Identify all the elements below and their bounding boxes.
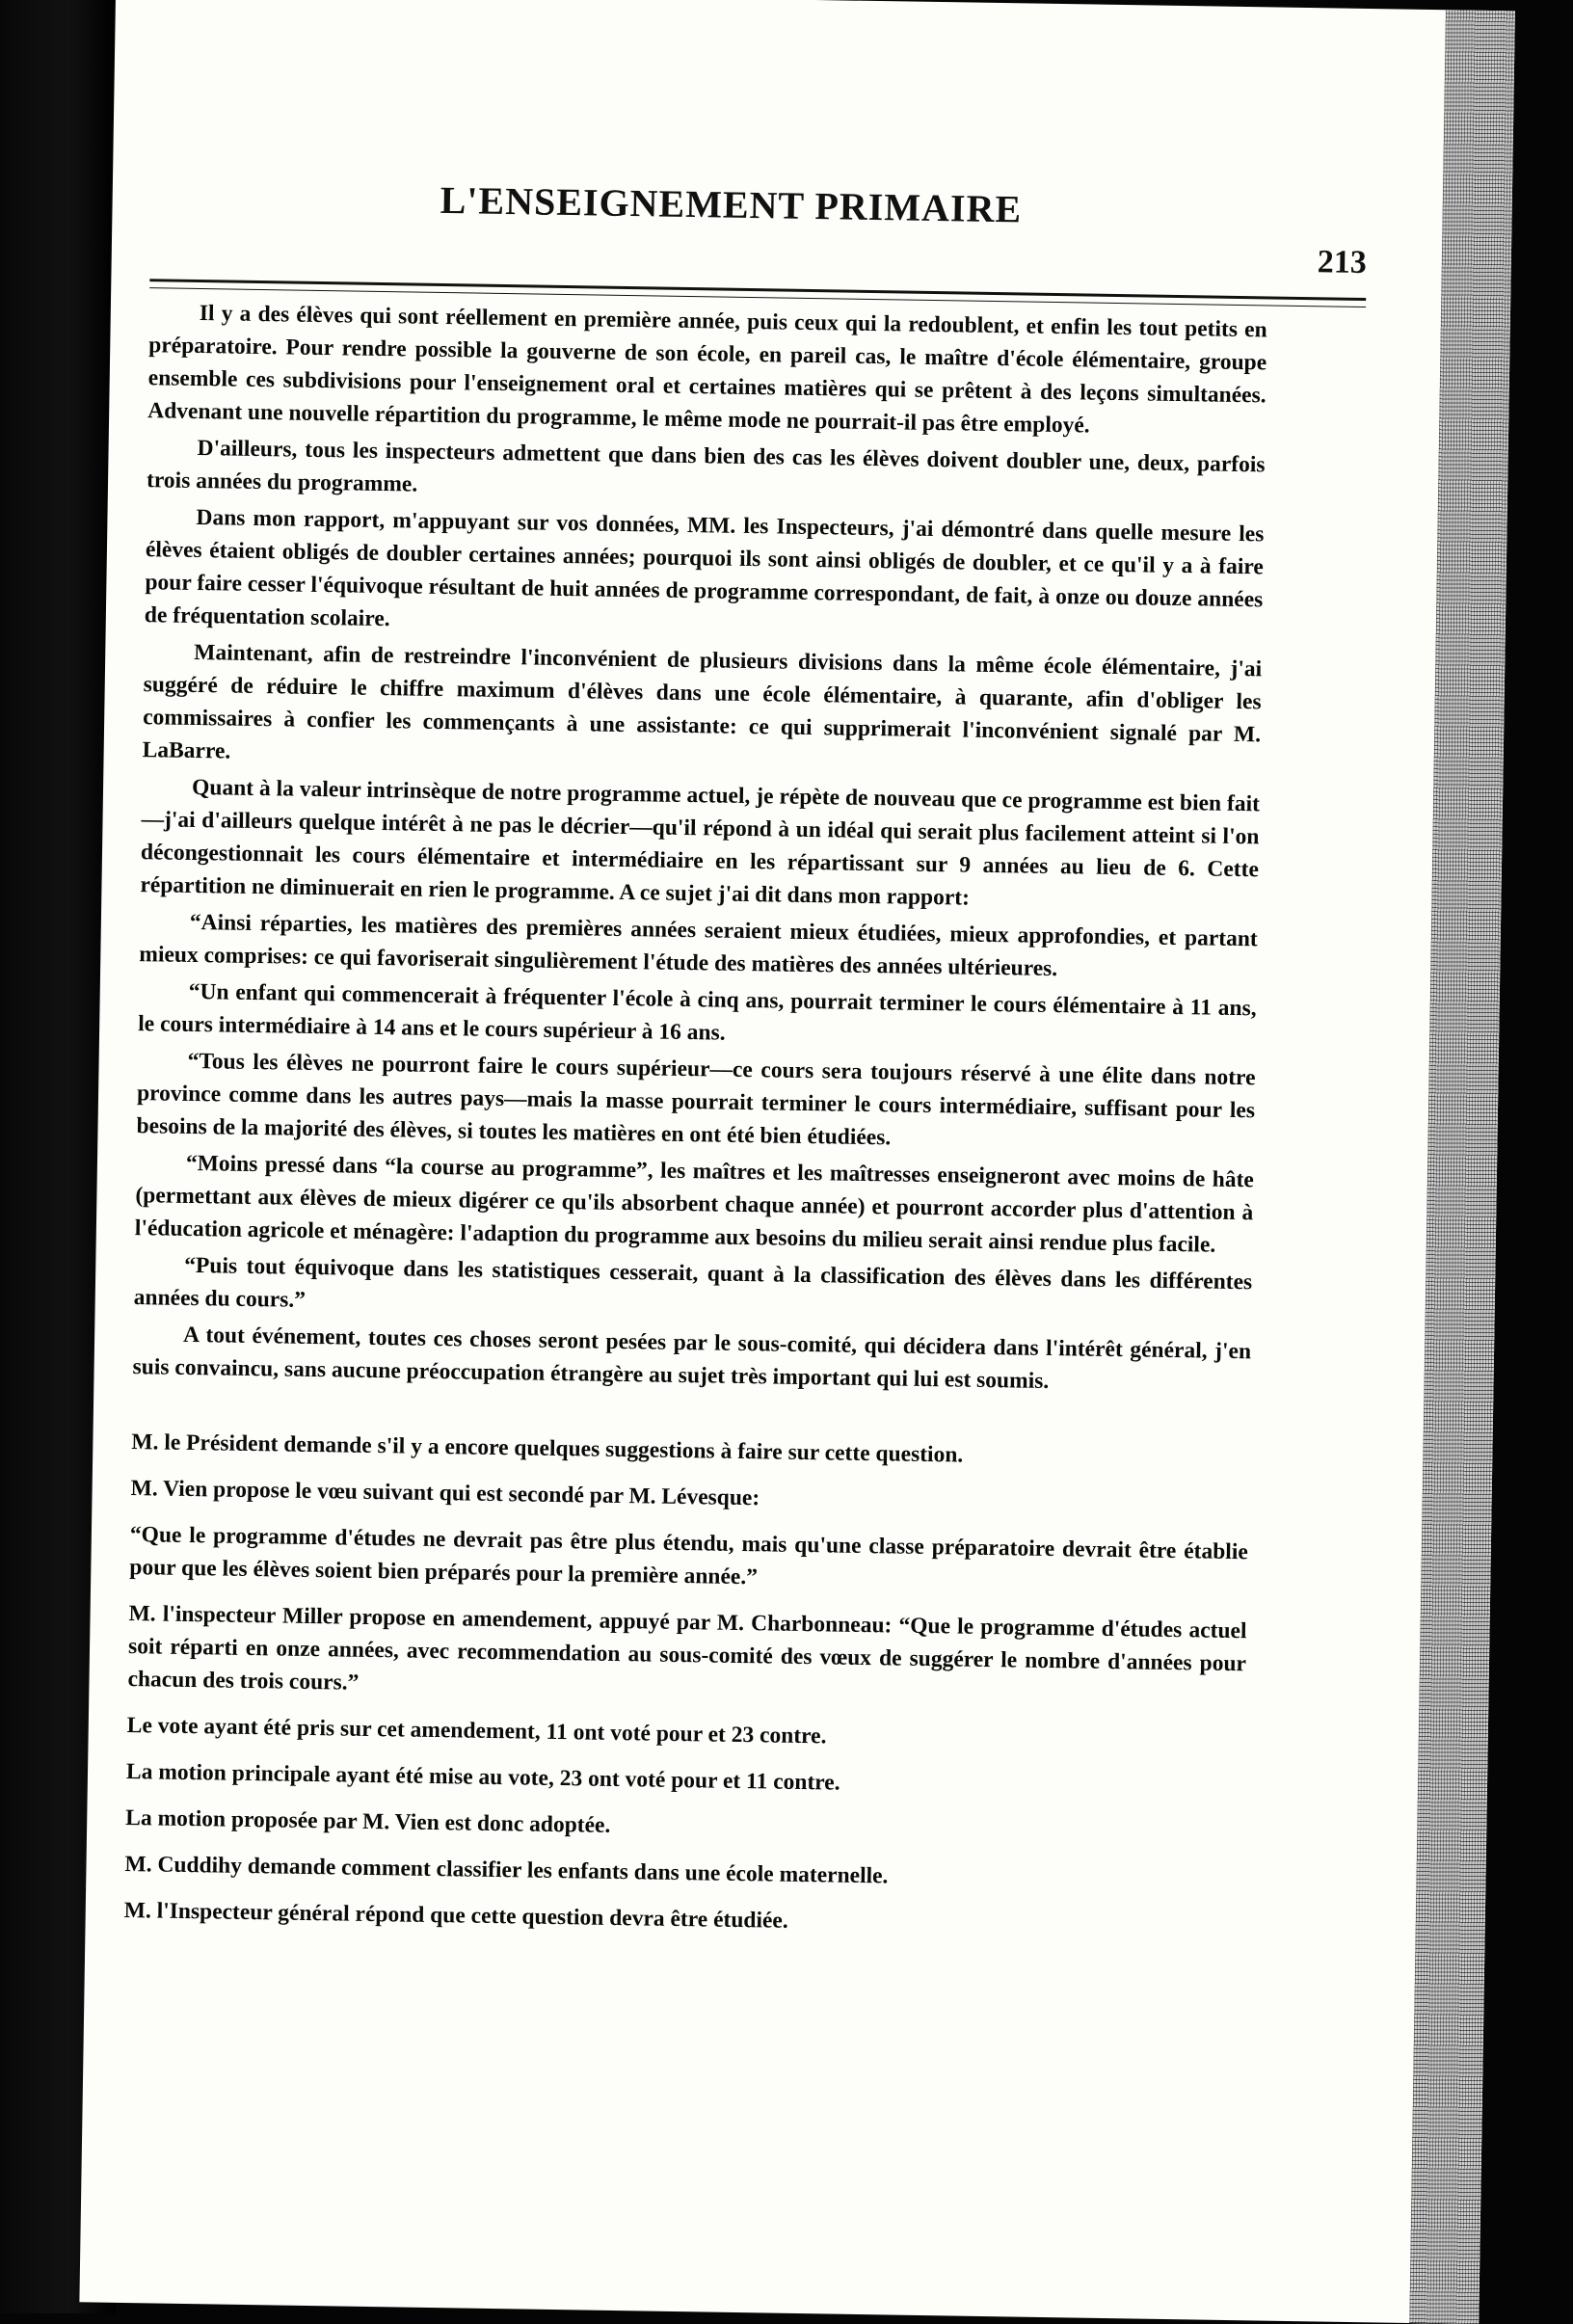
page-number: 213 bbox=[1317, 244, 1368, 281]
paragraph: Maintenant, afin de restreindre l'inconvénient de plusieurs divisions dans la même école élémentaire, j'ai suggéré de réduire le chiffre maximum d'élèves dans une école élémentaire, à quarante, afin d'obliger les commissaires à confier les commençants à une assistante: ce qui supprimerait l'inconvénient signalé par M. LaBarre. bbox=[142, 639, 1263, 764]
running-title: L'ENSEIGNEMENT PRIMAIRE bbox=[440, 177, 1023, 231]
paragraph: “Un enfant qui commencerait à fréquenter l'école à cinq ans, pourrait terminer le cours élémentaire à 11 ans, le cours intermédiaire à 14 ans et le cours supérieur à 16 ans. bbox=[138, 978, 1257, 1046]
paragraph: “Ainsi réparties, les matières des premières années seraient mieux étudiées, mieux approfondies, et partant mieux comprises: ce qui favoriserait singulièrement l'étude des matières des années ultérieures. bbox=[139, 909, 1258, 982]
speech-section bbox=[132, 296, 1267, 1401]
book-page bbox=[79, 0, 1515, 2324]
minutes-line: M. l'inspecteur Miller propose en amendement, appuyé par M. Charbonneau: “Que le programme d'études actuel soit réparti en onze années, avec recommendation au sous-comité des vœux de suggérer le nombre d'années pour chacun des trois cours.” bbox=[127, 1601, 1247, 1696]
paragraph: D'ailleurs, tous les inspecteurs admettent que dans bien des cas les élèves doivent doubler une, deux, parfois trois années du programme. bbox=[146, 435, 1266, 497]
paragraph: Il y a des élèves qui sont réellement en première année, puis ceux qui la redoublent, et enfin les tout petits en préparatoire. Pour rendre possible la gouverne de son école, en pareil cas, le maître d'école élémentaire, groupe ensemble ces subdivisions pour l'enseignement oral et certaines matières qui se prêtent à des leçons simultanées. Advenant une nouvelle répartition du programme, le même mode ne pourrait-il pas être employé. bbox=[147, 301, 1267, 439]
minutes-line: “Que le programme d'études ne devrait pas être plus étendu, mais qu'une classe préparatoire devrait être établie pour que les élèves soient bien préparés pour la première année.” bbox=[129, 1522, 1248, 1590]
paragraph: Dans mon rapport, m'appuyant sur vos données, MM. les Inspecteurs, j'ai démontré dans quelle mesure les élèves étaient obligés de doubler certaines années; pourquoi ils sont ainsi obligés de doubler, et ce qu'il y a à faire pour faire cesser l'équivoque résultant de huit années de programme correspondant, de fait, à onze ou douze années de fréquentation scolaire. bbox=[144, 504, 1265, 632]
minutes-line: M. Cuddihy demande comment classifier les enfants dans une école maternelle. bbox=[124, 1851, 889, 1889]
minutes-line: Le vote ayant été pris sur cet amendement, 11 ont voté pour et 23 contre. bbox=[126, 1713, 827, 1750]
minutes-line: La motion principale ayant été mise au vote, 23 ont voté pour et 11 contre. bbox=[125, 1758, 840, 1796]
paragraph: Quant à la valeur intrinsèque de notre programme actuel, je répète de nouveau que ce programme est bien fait—j'ai d'ailleurs quelque intérêt à ne pas le décrier—qu'il répond à un idéal qui serait plus facilement atteint si l'on décongestionnait les cours élémentaire et intermédiaire en les répartissant sur 9 années au lieu de 6. Cette répartition ne diminuerait en rien le programme. A ce sujet j'ai dit dans mon rapport: bbox=[140, 774, 1261, 911]
minutes-line: M. l'Inspecteur général répond que cette question devra être étudiée. bbox=[123, 1897, 788, 1934]
paragraph: “Moins pressé dans “la course au programme”, les maîtres et les maîtresses enseigneront avec moins de hâte (permettant aux élèves de mieux digérer ce qu'ils absorbent chaque année) et pourront accorder plus d'attention à l'éducation agricole et ménagère: l'adaption du programme aux besoins du milieu serait ainsi rendue plus facile. bbox=[134, 1150, 1255, 1258]
minutes-line: M. Vien propose le vœu suivant qui est secondé par M. Lévesque: bbox=[130, 1476, 760, 1511]
paragraph: A tout événement, toutes ces choses seront pesées par le sous-comité, qui décidera dans l'intérêt général, j'en suis convaincu, sans aucune préoccupation étrangère au sujet très important qui lui est soumis. bbox=[132, 1322, 1252, 1394]
minutes-line: La motion proposée par M. Vien est donc adoptée. bbox=[125, 1804, 611, 1838]
paragraph: “Puis tout équivoque dans les statistiques cesserait, quant à la classification des élèves dans les différentes années du cours.” bbox=[133, 1252, 1253, 1313]
page-body bbox=[123, 296, 1267, 1958]
minutes-line: M. le Président demande s'il y a encore quelques suggestions à faire sur cette question. bbox=[131, 1429, 964, 1468]
minutes-section bbox=[124, 1426, 1250, 1944]
page-header bbox=[112, 134, 1513, 281]
paragraph: “Tous les élèves ne pourront faire le cours supérieur—ce cours sera toujours réservé à une élite dans notre province comme dans les autres pays—mais la masse pourrait terminer le cours intermédiaire, suffisant pour les besoins de la majorité des élèves, si toutes les matières en ont été bien étudiées. bbox=[136, 1048, 1256, 1151]
page-fore-edge bbox=[1409, 10, 1515, 2324]
